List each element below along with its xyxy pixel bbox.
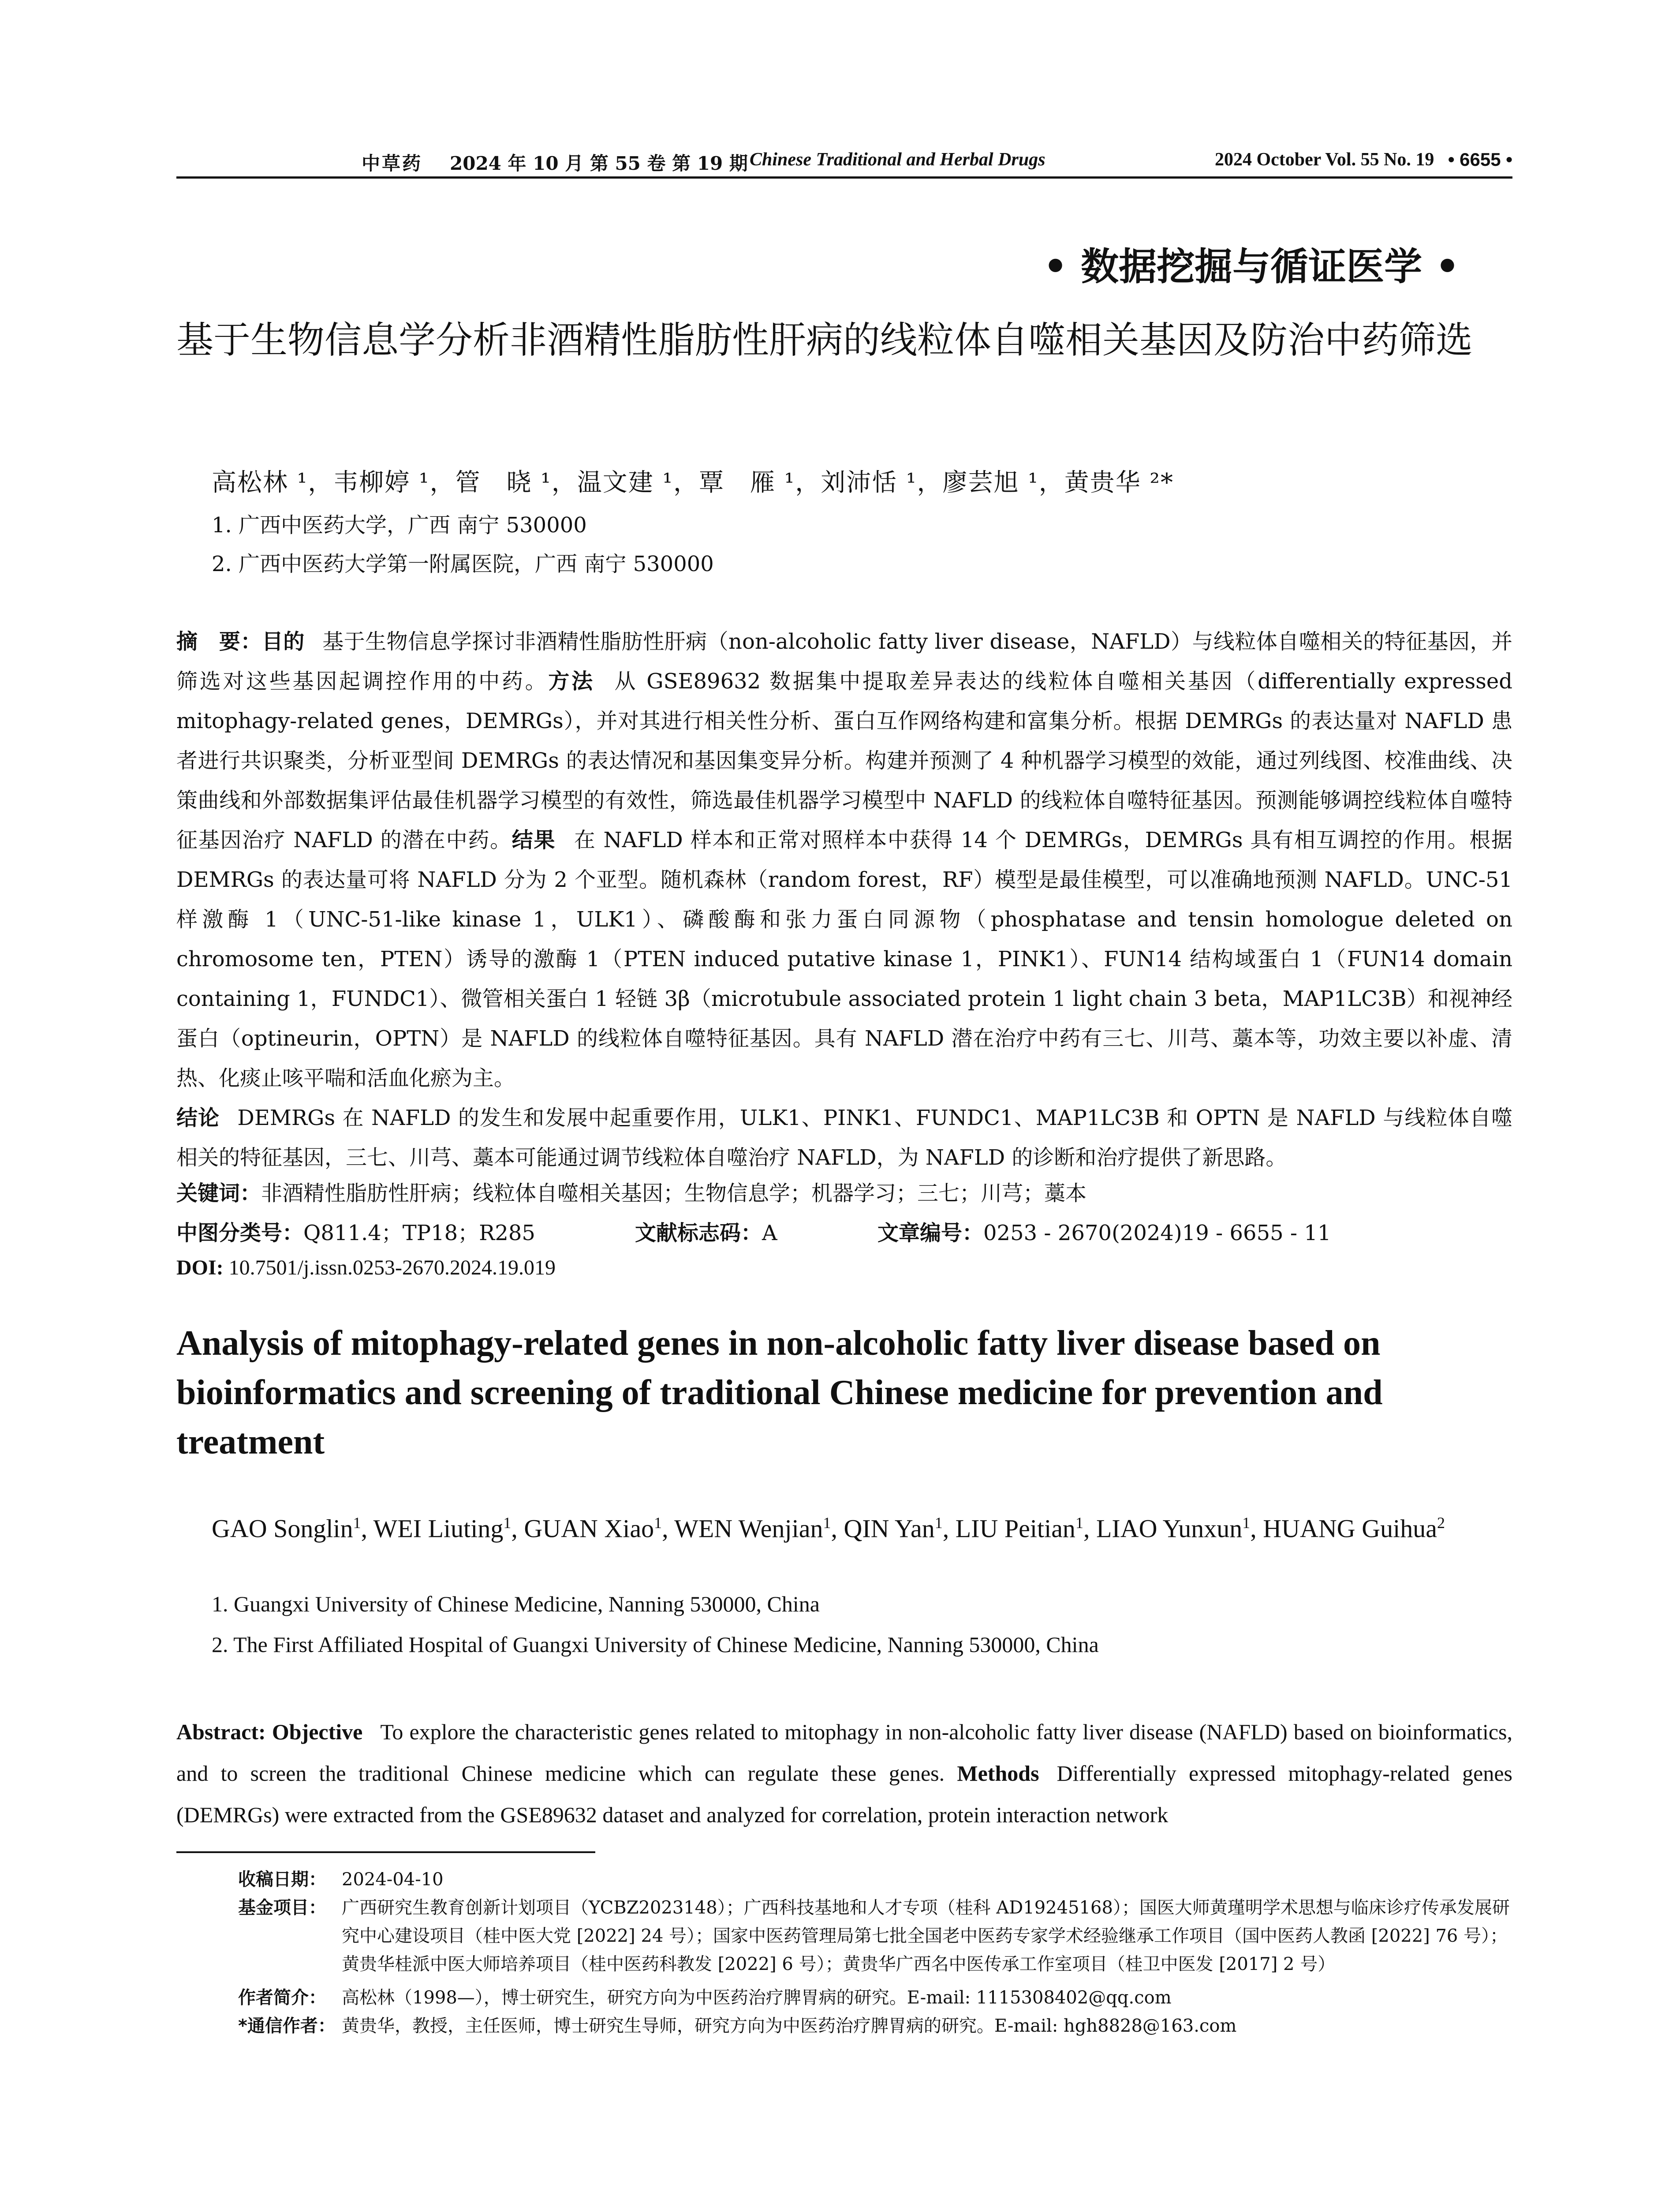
corresponding-value: 黄贵华，教授，主任医师，博士研究生导师，研究方向为中医药治疗脾胃病的研究。E-mail: hgh8828@163.com — [342, 2016, 1237, 2036]
abstract-en-label: Abstract: — [176, 1719, 266, 1744]
author-en: QIN Yan — [844, 1514, 935, 1543]
issue-date-cn: 2024 年 10 月 第 55 卷 第 19 期 — [450, 153, 748, 174]
clc-value: Q811.4；TP18；R285 — [303, 1221, 535, 1245]
article-title-en: Analysis of mitophagy-related genes in non-alcoholic fatty liver disease based on bioinformatics and screening of traditional Chinese medicine for prevention and treatment — [176, 1324, 1383, 1461]
conclusion-text-cn: DEMRGs 在 NAFLD 的发生和发展中起重要作用，ULK1、PINK1、FUNDC1、MAP1LC3B 和 OPTN 是 NAFLD 与线粒体自噬相关的特征基因，三七、川芎、藁本可能通过调节线粒体自噬治疗 NAFLD，为 NAFLD 的诊断和治疗提供了新思路。 — [176, 1106, 1512, 1170]
classification-row — [176, 1216, 1331, 1246]
methods-text-cn: 从 GSE89632 数据集中提取差异表达的线粒体自噬相关基因（differentially expressed mitophagy-related genes，DEMRGs），并对其进行相关性分析、蛋白互作网络构建和富集分析。根据 DEMRGs 的表达量对 NAFLD 患者进行共识聚类，分析亚型间 DEMRGs 的表达情况和基因集变异分析。构建并预测了 4 种机器学习模型的效能，通过列线图、校准曲线、决策曲线和外部数据集评估最佳机器学习模型的有效性，筛选最佳机器学习模型中 NAFLD 的线粒体自噬特征基因。预测能够调控线粒体自噬特征基因治疗 NAFLD 的潜在中药。 — [176, 669, 1512, 852]
author-en: HUANG Guihua — [1263, 1514, 1437, 1543]
methods-text-en: Differentially expressed mitophagy-related genes (DEMRGs) were extracted from the GSE89632 dataset and analyzed for correlation, protein interaction network — [176, 1761, 1512, 1827]
author-en: LIU Peitian — [955, 1514, 1075, 1543]
journal-logo: 中草药 — [362, 153, 423, 174]
clc-field — [176, 1221, 535, 1245]
received-label: 收稿日期： — [238, 1869, 326, 1890]
results-label-cn: 结果 — [511, 828, 556, 852]
footnote-rule — [176, 1851, 595, 1853]
authors-en: GAO Songlin$^1$, WEI Liuting$^1$, GUAN Xiao$^1$, WEN Wenjian$^1$, QIN Yan$^1$, LIU Peitian$^1$, LIAO Yunxun$^1$, HUANG Guihua$^2$ — [212, 1514, 1445, 1543]
author-sup: 1 — [1075, 1514, 1083, 1532]
doi-row — [176, 1256, 556, 1280]
clc-label: 中图分类号： — [176, 1221, 304, 1245]
objective-label-en: Objective — [272, 1719, 363, 1744]
header-rule — [176, 176, 1512, 179]
author-sup: 1 — [353, 1514, 361, 1532]
doc-code-value: A — [762, 1221, 777, 1245]
funding-label: 基金项目： — [238, 1898, 326, 1918]
footnote-author — [238, 1984, 1517, 2012]
author-bio-label: 作者简介： — [238, 1988, 326, 2008]
objective-text-cn: 基于生物信息学探讨非酒精性脂肪性肝病（non-alcoholic fatty liver disease，NAFLD）与线粒体自噬相关的特征基因，并筛选对这些基因起调控作用的中药。 — [176, 629, 1512, 694]
objective-text-en: To explore the characteristic genes related to mitophagy in non-alcoholic fatty liver disease (NAFLD) based on bioinformatics, and to screen the traditional Chinese medicine which can regulate these genes. — [176, 1719, 1512, 1786]
article-title-cn: 基于生物信息学分析非酒精性脂肪性肝病的线粒体自噬相关基因及防治中药筛选 — [176, 318, 1473, 362]
author-sup: 1 — [934, 1514, 943, 1532]
footnote-corresponding — [238, 2012, 1517, 2040]
affiliation-en-1: 1. Guangxi University of Chinese Medicine, Nanning 530000, China — [212, 1592, 820, 1616]
results-text-cn: 在 NAFLD 样本和正常对照样本中获得 14 个 DEMRGs，DEMRGs 具有相互调控的作用。根据 DEMRGs 的表达量可将 NAFLD 分为 2 个亚型。随机森林（random forest，RF）模型是最佳模型，可以准确地预测 NAFLD。UNC-51 样激酶 1（UNC-51-like kinase 1，ULK1）、磷酸酶和张力蛋白同源物（phosphatase and tensin homologue deleted on chromosome ten，PTEN）诱导的激酶 1（PTEN induced putative kinase 1，PINK1）、FUN14 结构域蛋白 1（FUN14 domain containing 1，FUNDC1）、微管相关蛋白 1 轻链 3β（microtubule associated protein 1 light chain 3 beta，MAP1LC3B）和视神经蛋白（optineurin，OPTN）是 NAFLD 的线粒体自噬特征基因。具有 NAFLD 潜在治疗中药有三七、川芎、藁本等，功效主要以补虚、清热、化痰止咳平喘和活血化瘀为主。 — [176, 828, 1512, 1091]
abstract-cn-label: 摘 要： — [176, 629, 262, 654]
methods-label-cn: 方法 — [548, 669, 595, 694]
methods-label-en: Methods — [957, 1761, 1039, 1786]
footnote-funding — [238, 1894, 1517, 1978]
author-sup: 1 — [654, 1514, 662, 1532]
doi-label: DOI: — [176, 1256, 224, 1279]
article-no-value: 0253 - 2670(2024)19 - 6655 - 11 — [983, 1221, 1331, 1245]
doc-code-field — [635, 1216, 777, 1246]
affiliation-en-2: 2. The First Affiliated Hospital of Guangxi University of Chinese Medicine, Nanning 530000, China — [212, 1632, 1099, 1657]
article-no-label: 文章编号： — [877, 1221, 984, 1245]
author-en: GUAN Xiao — [524, 1514, 654, 1543]
article-no-field — [877, 1216, 1331, 1246]
author-en: WEI Liuting — [373, 1514, 504, 1543]
affiliation-cn-1: 1. 广西中医药大学，广西 南宁 530000 — [212, 513, 587, 538]
section-label: • 数据挖掘与循证医学 • — [1043, 244, 1460, 289]
abstract-en — [176, 1711, 1512, 1835]
author-sup: 1 — [823, 1514, 831, 1532]
author-sup: 1 — [503, 1514, 511, 1532]
keywords-label: 关键词： — [176, 1181, 261, 1206]
author-sup: 2 — [1437, 1514, 1445, 1532]
author-en: GAO Songlin — [212, 1514, 353, 1543]
author-sup: 1 — [1242, 1514, 1251, 1532]
keywords-cn — [176, 1176, 1086, 1207]
author-bio-value: 高松林（1998—），博士研究生，研究方向为中医药治疗脾胃病的研究。E-mail: 1115308402@qq.com — [342, 1988, 1172, 2008]
received-value: 2024-04-10 — [342, 1869, 444, 1890]
conclusion-label-cn: 结论 — [176, 1106, 220, 1130]
affiliation-cn-2: 2. 广西中医药大学第一附属医院，广西 南宁 530000 — [212, 552, 714, 576]
author-en: LIAO Yunxun — [1096, 1514, 1243, 1543]
issue-date-en: 2024 October Vol. 55 No. 19 — [1215, 149, 1434, 170]
footnotes — [238, 1865, 1517, 2040]
funding-value: 广西研究生教育创新计划项目（YCBZ2023148）；广西科技基地和人才专项（桂科 AD19245168）；国医大师黄瑾明学术思想与临床诊疗传承发展研究中心建设项目（桂中医大党 [2022] 24 号）；国家中医药管理局第七批全国老中医药专家学术经验继承工作项目（国中医药人教函 [2022] 76 号）；黄贵华桂派中医大师培养项目（桂中医药科教发 [2022] 6 号）；黄贵华广西名中医传承工作室项目（桂卫中医发 [2017] 2 号） — [342, 1898, 1510, 1974]
doc-code-label: 文献标志码： — [635, 1221, 762, 1245]
authors-cn: 高松林 ¹，韦柳婷 ¹，管 晓 ¹，温文建 ¹，覃 雁 ¹，刘沛恬 ¹，廖芸旭 ¹，黄贵华 ²* — [212, 468, 1174, 497]
footnote-received — [238, 1865, 1517, 1894]
keywords-value: 非酒精性脂肪性肝病；线粒体自噬相关基因；生物信息学；机器学习；三七；川芎；藁本 — [261, 1181, 1087, 1206]
author-en: WEN Wenjian — [674, 1514, 823, 1543]
journal-name-en: Chinese Traditional and Herbal Drugs — [750, 149, 1045, 170]
objective-label-cn: 目的 — [261, 629, 305, 654]
page-number: • 6655 • — [1448, 149, 1512, 170]
corresponding-label: *通信作者： — [238, 2016, 336, 2036]
abstract-cn — [176, 622, 1512, 1177]
doi-value[interactable]: 10.7501/j.issn.0253-2670.2024.19.019 — [228, 1256, 556, 1279]
